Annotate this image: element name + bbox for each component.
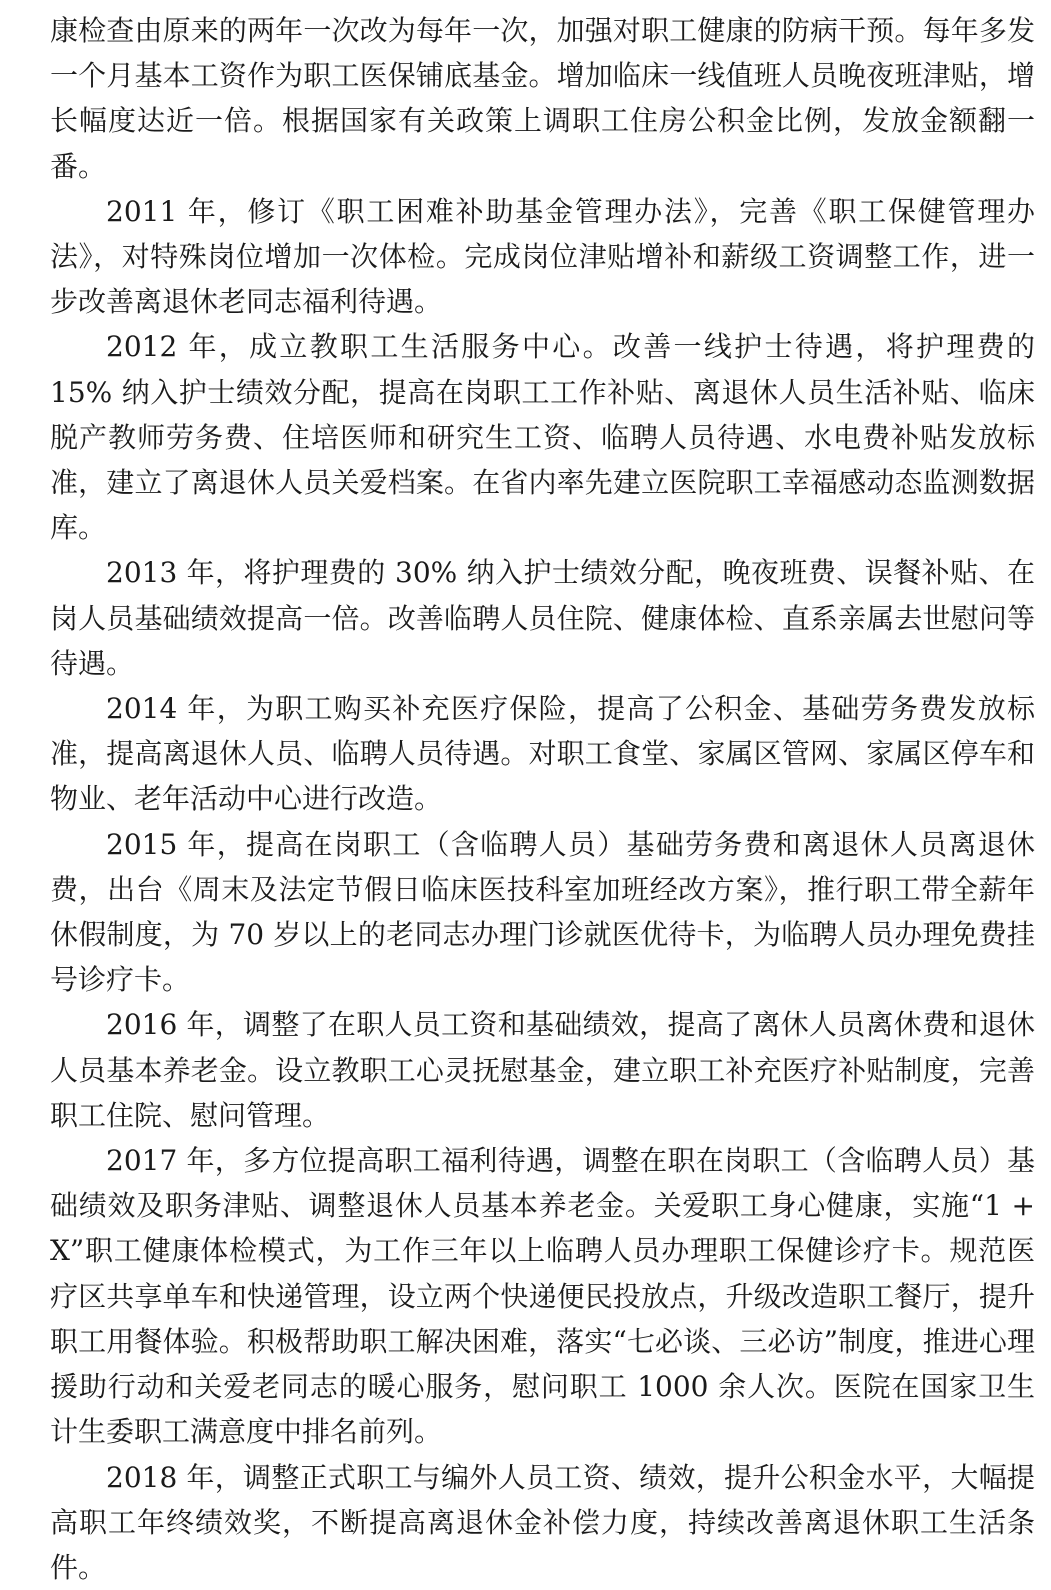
paragraph-2016: 2016 年，调整了在职人员工资和基础绩效，提高了离休人员离休费和退休人员基本养老金。设立教职工心灵抚慰基金，建立职工补充医疗补贴制度，完善职工住院、慰问管理。	[50, 1002, 1035, 1138]
paragraph-2013: 2013 年，将护理费的 30% 纳入护士绩效分配，晚夜班费、误餐补贴、在岗人员基础绩效提高一倍。改善临聘人员住院、健康体检、直系亲属去世慰问等待遇。	[50, 550, 1035, 686]
paragraph-2012: 2012 年，成立教职工生活服务中心。改善一线护士待遇，将护理费的 15% 纳入护士绩效分配，提高在岗职工工作补贴、离退休人员生活补贴、临床脱产教师劳务费、住培医师和研究生工资、临聘人员待遇、水电费补贴发放标准，建立了离退休人员关爱档案。在省内率先建立医院职工幸福感动态监测数据库。	[50, 324, 1035, 550]
paragraph-2015: 2015 年，提高在岗职工（含临聘人员）基础劳务费和离退休人员离退休费，出台《周末及法定节假日临床医技科室加班经改方案》，推行职工带全薪年休假制度，为 70 岁以上的老同志办理门诊就医优待卡，为临聘人员办理免费挂号诊疗卡。	[50, 822, 1035, 1003]
document-page	[50, 8, 1035, 1590]
paragraph-2018: 2018 年，调整正式职工与编外人员工资、绩效，提升公积金水平，大幅提高职工年终绩效奖，不断提高离退休金补偿力度，持续改善离退休职工生活条件。	[50, 1455, 1035, 1590]
paragraph-2014: 2014 年，为职工购买补充医疗保险，提高了公积金、基础劳务费发放标准，提高离退休人员、临聘人员待遇。对职工食堂、家属区管网、家属区停车和物业、老年活动中心进行改造。	[50, 686, 1035, 822]
paragraph-2017: 2017 年，多方位提高职工福利待遇，调整在职在岗职工（含临聘人员）基础绩效及职务津贴、调整退休人员基本养老金。关爱职工身心健康，实施“1 + X”职工健康体检模式，为工作三年以上临聘人员办理职工保健诊疗卡。规范医疗区共享单车和快递管理，设立两个快递便民投放点，升级改造职工餐厅，提升职工用餐体验。积极帮助职工解决困难，落实“七必谈、三必访”制度，推进心理援助行动和关爱老同志的暖心服务，慰问职工 1000 余人次。医院在国家卫生计生委职工满意度中排名前列。	[50, 1138, 1035, 1454]
paragraph-continued: 康检查由原来的两年一次改为每年一次，加强对职工健康的防病干预。每年多发一个月基本工资作为职工医保铺底基金。增加临床一线值班人员晚夜班津贴，增长幅度达近一倍。根据国家有关政策上调职工住房公积金比例，发放金额翻一番。	[50, 8, 1035, 189]
paragraph-2011: 2011 年，修订《职工困难补助基金管理办法》，完善《职工保健管理办法》，对特殊岗位增加一次体检。完成岗位津贴增补和薪级工资调整工作，进一步改善离退休老同志福利待遇。	[50, 189, 1035, 325]
